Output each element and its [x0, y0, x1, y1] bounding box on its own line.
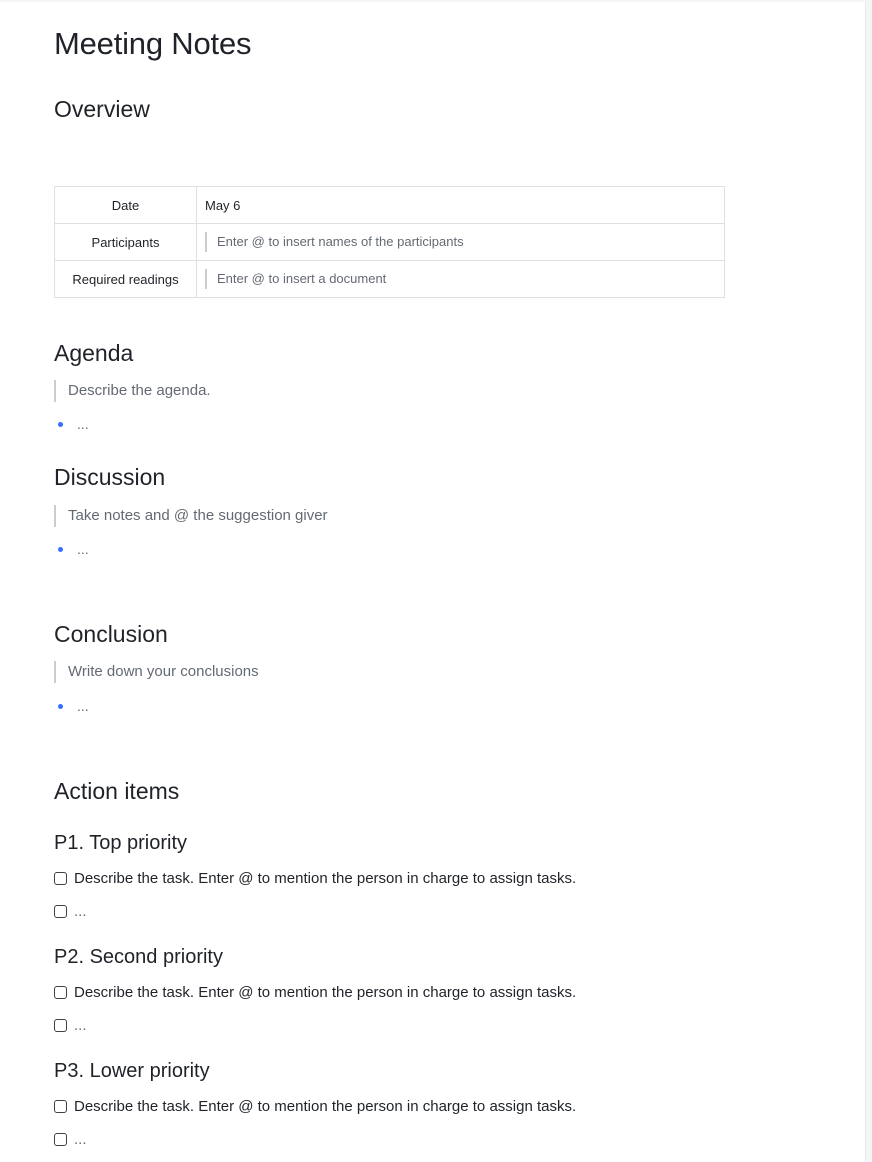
priority-heading-p1[interactable]: P1. Top priority — [54, 832, 188, 854]
conclusion-heading[interactable]: Conclusion — [54, 621, 168, 647]
participants-placeholder[interactable]: Enter @ to insert names of the participants — [205, 232, 464, 252]
table-row — [55, 187, 725, 224]
table-cell-label[interactable]: Participants — [55, 224, 197, 261]
required-readings-placeholder[interactable]: Enter @ to insert a document — [205, 269, 386, 289]
task-item[interactable] — [54, 1015, 87, 1035]
agenda-placeholder[interactable]: Describe the agenda. — [54, 380, 211, 402]
discussion-bullet[interactable] — [54, 539, 89, 559]
overview-heading[interactable]: Overview — [54, 96, 150, 122]
bullet-dot-icon — [58, 547, 63, 552]
priority-heading-p3[interactable]: P3. Lower priority — [54, 1060, 210, 1082]
task-text[interactable]: ... — [74, 902, 87, 920]
table-row — [55, 224, 725, 261]
bullet-text: ... — [77, 541, 89, 557]
overview-table — [54, 186, 725, 298]
task-text[interactable]: Describe the task. Enter @ to mention the person in charge to assign tasks. — [74, 1097, 577, 1115]
task-item[interactable] — [54, 901, 87, 921]
task-item[interactable] — [54, 1129, 87, 1149]
agenda-bullet[interactable] — [54, 414, 89, 434]
task-text[interactable]: ... — [74, 1016, 87, 1034]
table-cell-label[interactable]: Date — [55, 187, 197, 224]
bullet-dot-icon — [58, 704, 63, 709]
task-item[interactable] — [54, 982, 576, 1002]
bullet-text: ... — [77, 416, 89, 432]
checkbox-unchecked-icon[interactable] — [54, 1019, 67, 1032]
table-cell-date-value[interactable]: May 6 — [197, 187, 725, 224]
conclusion-placeholder[interactable]: Write down your conclusions — [54, 661, 259, 683]
required-readings-cell[interactable] — [197, 261, 725, 298]
conclusion-bullet[interactable] — [54, 696, 89, 716]
task-text[interactable]: ... — [74, 1130, 87, 1148]
task-text[interactable]: Describe the task. Enter @ to mention the person in charge to assign tasks. — [74, 983, 577, 1001]
action-items-heading[interactable]: Action items — [54, 778, 180, 804]
checkbox-unchecked-icon[interactable] — [54, 1100, 67, 1113]
task-item[interactable] — [54, 1096, 576, 1116]
document-title[interactable]: Meeting Notes — [54, 26, 252, 61]
discussion-placeholder[interactable]: Take notes and @ the suggestion giver — [54, 505, 328, 527]
task-item[interactable] — [54, 868, 576, 888]
checkbox-unchecked-icon[interactable] — [54, 1133, 67, 1146]
checkbox-unchecked-icon[interactable] — [54, 905, 67, 918]
checkbox-unchecked-icon[interactable] — [54, 986, 67, 999]
table-cell-label[interactable]: Required readings — [55, 261, 197, 298]
task-text[interactable]: Describe the task. Enter @ to mention the person in charge to assign tasks. — [74, 869, 577, 887]
checkbox-unchecked-icon[interactable] — [54, 872, 67, 885]
table-row — [55, 261, 725, 298]
agenda-heading[interactable]: Agenda — [54, 340, 134, 366]
document-page — [0, 2, 866, 1162]
participants-cell[interactable] — [197, 224, 725, 261]
bullet-text: ... — [77, 698, 89, 714]
bullet-dot-icon — [58, 422, 63, 427]
priority-heading-p2[interactable]: P2. Second priority — [54, 946, 223, 968]
discussion-heading[interactable]: Discussion — [54, 464, 166, 490]
